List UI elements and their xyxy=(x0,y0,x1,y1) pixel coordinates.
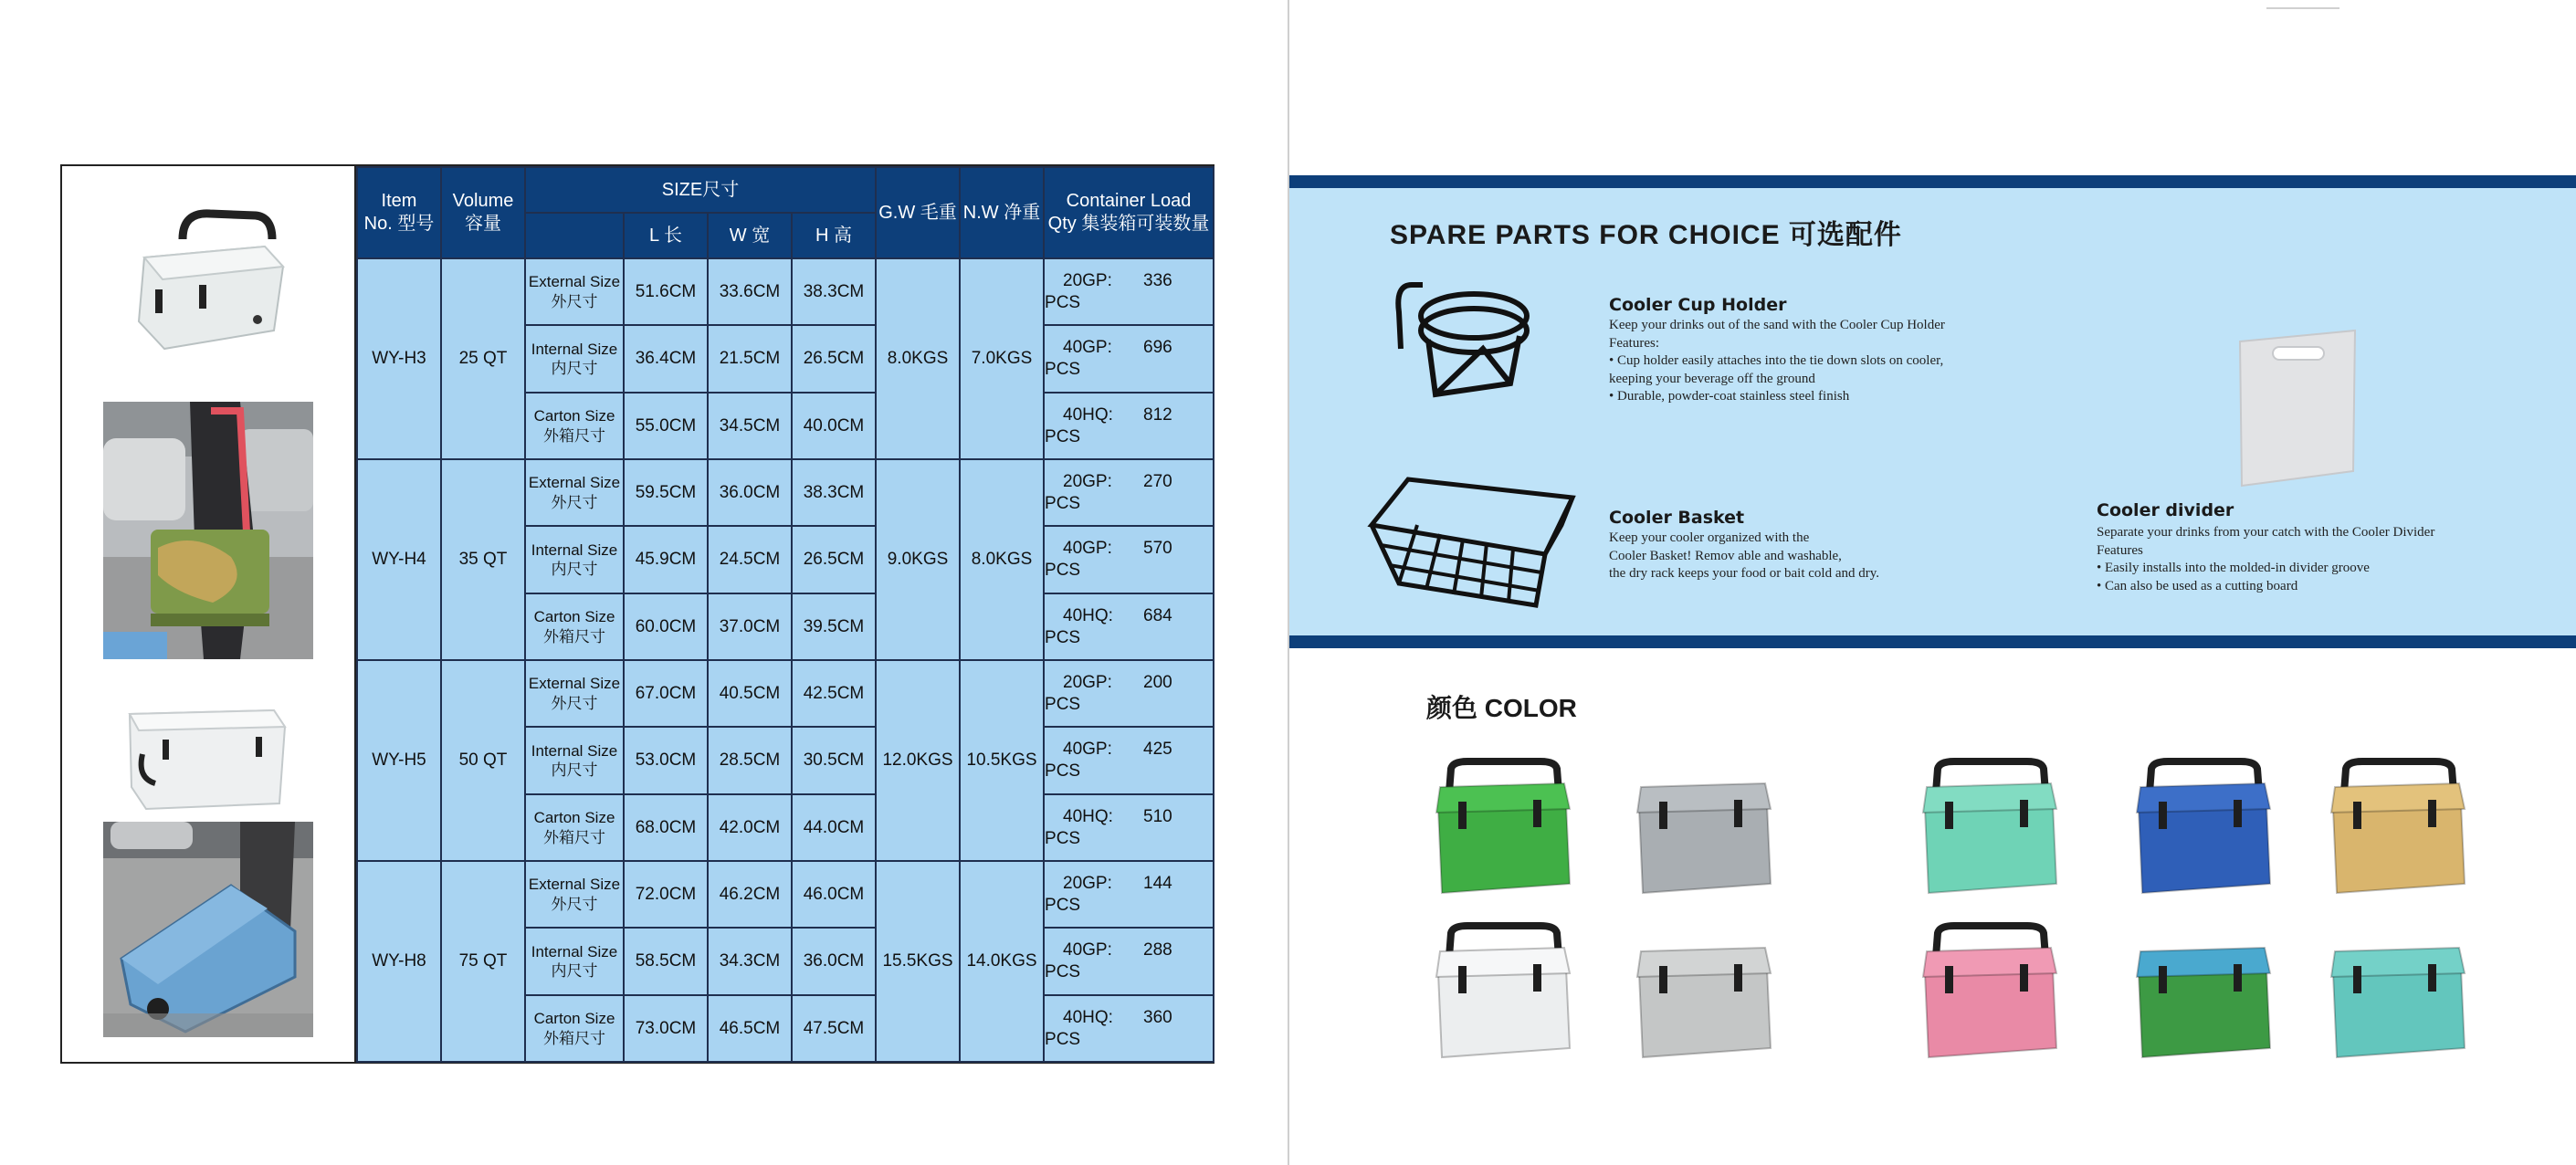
top-rule xyxy=(2266,7,2339,9)
container-type: 40HQ: xyxy=(1063,404,1113,425)
size-type-label: Carton Size xyxy=(533,608,615,626)
gross-weight-cell: 9.0KGS xyxy=(876,459,960,660)
size-type-label: Carton Size xyxy=(533,407,615,425)
container-load-cell xyxy=(1044,727,1214,794)
container-type: 40GP: xyxy=(1063,740,1112,760)
size-type-cell xyxy=(525,861,624,928)
basket-description xyxy=(1609,530,1879,583)
size-type-cell xyxy=(525,325,624,393)
header-width: W 宽 xyxy=(708,213,792,258)
size-type-label-cn: 外尺寸 xyxy=(551,493,598,511)
cup-holder-line: • Cup holder easily attaches into the tie down slots on cooler, xyxy=(1609,353,1944,368)
container-type: 40HQ: xyxy=(1063,605,1113,625)
divider-line: • Can also be used as a cutting board xyxy=(2097,578,2298,593)
band-top-edge xyxy=(1289,175,2576,188)
width-cell: 34.3CM xyxy=(708,928,792,995)
container-qty: 288 PCS xyxy=(1045,940,1172,981)
cooler-basket-illustration xyxy=(1362,470,1582,616)
size-type-label: External Size xyxy=(528,675,621,693)
length-cell: 36.4CM xyxy=(624,325,708,393)
container-qty: 200 PCS xyxy=(1045,672,1172,714)
basket-heading: Cooler Basket xyxy=(1609,508,1745,528)
net-weight-cell: 8.0KGS xyxy=(960,459,1044,660)
height-cell: 26.5CM xyxy=(792,325,876,393)
color-swatch-green-camo xyxy=(2131,920,2277,1076)
divider-description xyxy=(2097,524,2434,595)
size-type-label: Internal Size xyxy=(531,541,618,559)
cup-holder-line: • Durable, powder-coat stainless steel finish xyxy=(1609,389,1850,404)
container-load-cell xyxy=(1044,258,1214,325)
container-type: 40HQ: xyxy=(1063,1007,1113,1027)
length-cell: 55.0CM xyxy=(624,393,708,459)
length-cell: 58.5CM xyxy=(624,928,708,995)
container-type: 40HQ: xyxy=(1063,806,1113,826)
height-cell: 39.5CM xyxy=(792,593,876,660)
container-type: 20GP: xyxy=(1063,471,1112,491)
header-height: H 高 xyxy=(792,213,876,258)
header-net-weight: N.W 净重 xyxy=(960,167,1044,258)
width-cell: 21.5CM xyxy=(708,325,792,393)
spare-parts-title: SPARE PARTS FOR CHOICE 可选配件 xyxy=(1390,220,1902,250)
length-cell: 60.0CM xyxy=(624,593,708,660)
container-load-cell xyxy=(1044,593,1214,660)
basket-line: Keep your cooler organized with the xyxy=(1609,530,1810,545)
size-type-label: Internal Size xyxy=(531,942,618,960)
container-qty: 144 PCS xyxy=(1045,873,1172,915)
size-type-cell xyxy=(525,794,624,861)
size-type-label-cn: 外箱尺寸 xyxy=(543,1029,605,1047)
net-weight-cell: 10.5KGS xyxy=(960,660,1044,861)
container-type: 40GP: xyxy=(1063,338,1112,358)
height-cell: 47.5CM xyxy=(792,995,876,1062)
table-row xyxy=(357,258,1214,325)
size-type-label: Internal Size xyxy=(531,741,618,760)
container-type: 40GP: xyxy=(1063,539,1112,559)
width-cell: 33.6CM xyxy=(708,258,792,325)
basket-line: Cooler Basket! Remov able and washable, xyxy=(1609,548,1842,563)
container-load-cell xyxy=(1044,526,1214,593)
size-type-label: External Size xyxy=(528,273,621,291)
size-type-label-cn: 外尺寸 xyxy=(551,694,598,712)
width-cell: 37.0CM xyxy=(708,593,792,660)
product-photo-column xyxy=(62,166,356,1062)
volume-cell: 25 QT xyxy=(441,258,525,459)
height-cell: 38.3CM xyxy=(792,459,876,526)
length-cell: 72.0CM xyxy=(624,861,708,928)
cup-holder-illustration xyxy=(1392,276,1538,422)
size-type-label: Internal Size xyxy=(531,340,618,358)
size-type-cell xyxy=(525,995,624,1062)
size-type-label: External Size xyxy=(528,876,621,894)
header-volume: Volume 容量 xyxy=(441,167,525,258)
gross-weight-cell: 8.0KGS xyxy=(876,258,960,459)
size-type-label-cn: 内尺寸 xyxy=(551,360,598,377)
container-load-cell xyxy=(1044,660,1214,727)
container-load-cell xyxy=(1044,995,1214,1062)
size-type-cell xyxy=(525,526,624,593)
header-size: SIZE尺寸 xyxy=(525,167,876,213)
color-swatch-blue xyxy=(2131,756,2277,911)
right-page xyxy=(1289,0,2576,1165)
height-cell: 38.3CM xyxy=(792,258,876,325)
table-row xyxy=(357,861,1214,928)
item-number-cell: WY-H3 xyxy=(357,258,441,459)
size-type-label-cn: 外箱尺寸 xyxy=(543,828,605,846)
size-type-label-cn: 外尺寸 xyxy=(551,895,598,913)
width-cell: 24.5CM xyxy=(708,526,792,593)
color-swatch-seafoam xyxy=(1918,756,2064,911)
header-gross-weight: G.W 毛重 xyxy=(876,167,960,258)
width-cell: 28.5CM xyxy=(708,727,792,794)
size-type-label: Carton Size xyxy=(533,1010,615,1028)
width-cell: 46.2CM xyxy=(708,861,792,928)
container-qty: 360 PCS xyxy=(1045,1007,1172,1049)
container-load-cell xyxy=(1044,794,1214,861)
height-cell: 30.5CM xyxy=(792,727,876,794)
color-title: 颜色 COLOR xyxy=(1426,694,1577,722)
container-load-cell xyxy=(1044,393,1214,459)
length-cell: 59.5CM xyxy=(624,459,708,526)
width-cell: 40.5CM xyxy=(708,660,792,727)
table-row xyxy=(357,660,1214,727)
item-number-cell: WY-H4 xyxy=(357,459,441,660)
size-type-cell xyxy=(525,393,624,459)
volume-cell: 50 QT xyxy=(441,660,525,861)
container-qty: 812 PCS xyxy=(1045,404,1172,446)
cup-holder-description xyxy=(1609,317,1945,406)
color-swatch-white xyxy=(1431,920,1577,1076)
size-type-label-cn: 外箱尺寸 xyxy=(543,627,605,645)
container-type: 20GP: xyxy=(1063,672,1112,692)
container-type: 20GP: xyxy=(1063,873,1112,893)
rolling-blue-cooler-photo xyxy=(103,822,313,1037)
gross-weight-cell: 12.0KGS xyxy=(876,660,960,861)
length-cell: 51.6CM xyxy=(624,258,708,325)
container-qty: 696 PCS xyxy=(1045,338,1172,379)
basket-line: the dry rack keeps your food or bait cold and dry. xyxy=(1609,566,1880,581)
size-type-label: External Size xyxy=(528,474,621,492)
net-weight-cell: 14.0KGS xyxy=(960,861,1044,1062)
width-cell: 42.0CM xyxy=(708,794,792,861)
size-type-cell xyxy=(525,593,624,660)
gross-weight-cell: 15.5KGS xyxy=(876,861,960,1062)
height-cell: 44.0CM xyxy=(792,794,876,861)
length-cell: 45.9CM xyxy=(624,526,708,593)
color-swatch-pink xyxy=(1918,920,2064,1076)
size-type-cell xyxy=(525,727,624,794)
length-cell: 73.0CM xyxy=(624,995,708,1062)
length-cell: 68.0CM xyxy=(624,794,708,861)
table-row xyxy=(357,459,1214,526)
volume-cell: 35 QT xyxy=(441,459,525,660)
width-cell: 36.0CM xyxy=(708,459,792,526)
spec-table-frame xyxy=(60,164,1214,1064)
band-bottom-edge xyxy=(1289,635,2576,648)
container-type: 20GP: xyxy=(1063,270,1112,290)
header-item: Item No. 型号 xyxy=(357,167,441,258)
container-qty: 684 PCS xyxy=(1045,605,1172,647)
net-weight-cell: 7.0KGS xyxy=(960,258,1044,459)
size-type-cell xyxy=(525,660,624,727)
size-type-cell xyxy=(525,928,624,995)
container-load-cell xyxy=(1044,325,1214,393)
width-cell: 34.5CM xyxy=(708,393,792,459)
white-cooler-photo xyxy=(119,203,301,372)
container-load-cell xyxy=(1044,459,1214,526)
height-cell: 42.5CM xyxy=(792,660,876,727)
size-type-label: Carton Size xyxy=(533,809,615,827)
cup-holder-line: Features: xyxy=(1609,335,1659,351)
color-swatch-aqua xyxy=(2326,920,2472,1076)
container-qty: 270 PCS xyxy=(1045,471,1172,513)
container-load-cell xyxy=(1044,861,1214,928)
cup-holder-heading: Cooler Cup Holder xyxy=(1609,295,1787,315)
item-number-cell: WY-H8 xyxy=(357,861,441,1062)
length-cell: 53.0CM xyxy=(624,727,708,794)
container-load-cell xyxy=(1044,928,1214,995)
height-cell: 36.0CM xyxy=(792,928,876,995)
size-type-label-cn: 外箱尺寸 xyxy=(543,426,605,445)
height-cell: 40.0CM xyxy=(792,393,876,459)
carry-camo-cooler-photo xyxy=(103,402,313,659)
color-swatch-desert-camo xyxy=(2326,756,2472,911)
header-container-load: Container Load Qty 集装箱可装数量 xyxy=(1044,167,1214,258)
size-type-label-cn: 内尺寸 xyxy=(551,962,598,980)
size-type-label-cn: 内尺寸 xyxy=(551,761,598,779)
color-swatch-light-grey xyxy=(1632,920,1778,1076)
width-cell: 46.5CM xyxy=(708,995,792,1062)
size-type-label-cn: 内尺寸 xyxy=(551,561,598,578)
container-qty: 425 PCS xyxy=(1045,740,1172,781)
container-qty: 510 PCS xyxy=(1045,806,1172,848)
white-cooler-photo-2 xyxy=(119,687,297,824)
spec-table-body xyxy=(357,258,1214,1062)
color-swatch-green xyxy=(1431,756,1577,911)
size-type-cell xyxy=(525,258,624,325)
divider-heading: Cooler divider xyxy=(2097,500,2234,520)
divider-line: Features xyxy=(2097,542,2143,558)
spec-table xyxy=(356,166,1214,1063)
length-cell: 67.0CM xyxy=(624,660,708,727)
cup-holder-line: Keep your drinks out of the sand with the Cooler Cup Holder xyxy=(1609,318,1945,332)
container-qty: 570 PCS xyxy=(1045,539,1172,580)
color-swatch-grey xyxy=(1632,756,1778,911)
container-type: 40GP: xyxy=(1063,940,1112,960)
header-length: L 长 xyxy=(624,213,708,258)
size-type-label-cn: 外尺寸 xyxy=(551,292,598,310)
cooler-divider-illustration xyxy=(2234,329,2362,488)
height-cell: 26.5CM xyxy=(792,526,876,593)
height-cell: 46.0CM xyxy=(792,861,876,928)
cup-holder-line: keeping your beverage off the ground xyxy=(1609,371,1815,386)
volume-cell: 75 QT xyxy=(441,861,525,1062)
header-diagonal-cell xyxy=(525,213,624,258)
divider-line: Separate your drinks from your catch with the Cooler Divider xyxy=(2097,525,2435,540)
size-type-cell xyxy=(525,459,624,526)
container-qty: 336 PCS xyxy=(1045,270,1172,312)
divider-line: • Easily installs into the molded-in divider groove xyxy=(2097,561,2370,575)
item-number-cell: WY-H5 xyxy=(357,660,441,861)
